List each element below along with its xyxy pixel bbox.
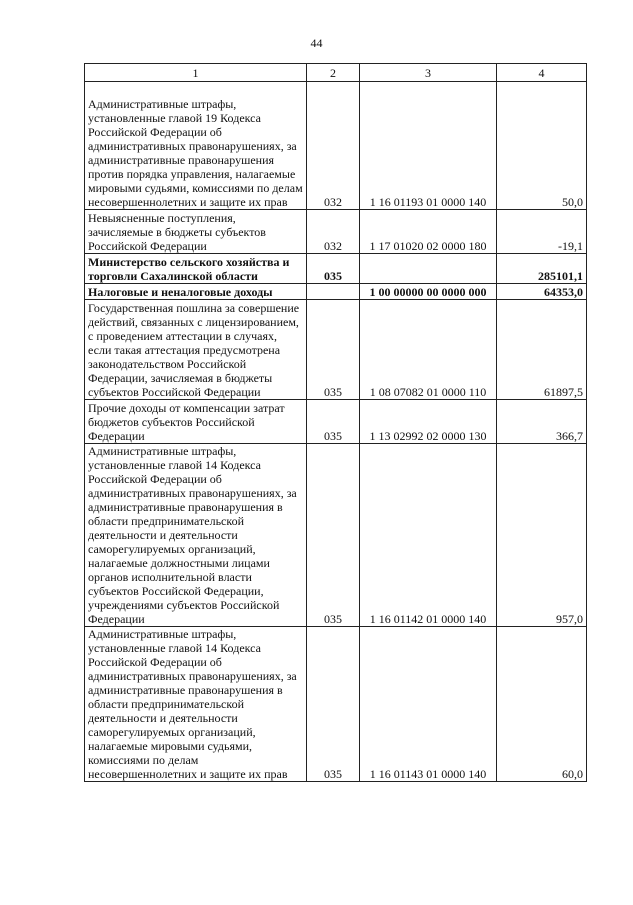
table-row bbox=[85, 300, 587, 400]
row-name-cell: Невыясненные поступления, зачисляемые в бюджеты субъектов Российской Федерации bbox=[85, 210, 307, 254]
row-code-cell: 1 13 02992 02 0000 130 bbox=[360, 400, 497, 444]
row-name-cell: Административные штрафы, установленные главой 14 Кодекса Российской Федерации об административных правонарушениях, за административные правонарушения в области предпринимательской деятельности и деятельности саморегулируемых организаций, налагаемые должностными лицами органов исполнительной власти субъектов Российской Федерации, учреждениями субъектов Российской Федерации bbox=[85, 444, 307, 627]
table-header-row bbox=[85, 64, 587, 82]
row-chapter-cell: 032 bbox=[307, 210, 360, 254]
row-name-cell: Министерство сельского хозяйства и торговли Сахалинской области bbox=[85, 254, 307, 284]
row-amount-cell: 64353,0 bbox=[497, 284, 587, 300]
row-name-cell: Прочие доходы от компенсации затрат бюджетов субъектов Российской Федерации bbox=[85, 400, 307, 444]
row-code-cell bbox=[360, 254, 497, 284]
table-row bbox=[85, 210, 587, 254]
row-chapter-cell: 035 bbox=[307, 254, 360, 284]
row-name-cell: Налоговые и неналоговые доходы bbox=[85, 284, 307, 300]
row-code-cell: 1 08 07082 01 0000 110 bbox=[360, 300, 497, 400]
row-amount-cell: 285101,1 bbox=[497, 254, 587, 284]
table-row bbox=[85, 627, 587, 782]
row-amount-cell: -19,1 bbox=[497, 210, 587, 254]
row-name-cell: Государственная пошлина за совершение действий, связанных с лицензированием, с проведением аттестации в случаях, если такая аттестация предусмотрена законодательством Российской Федерации, зачисляемая в бюджеты субъектов Российской Федерации bbox=[85, 300, 307, 400]
row-code-cell: 1 16 01142 01 0000 140 bbox=[360, 444, 497, 627]
table-body bbox=[85, 82, 587, 782]
column-header-2: 2 bbox=[307, 64, 360, 82]
row-name-cell: Административные штрафы, установленные главой 14 Кодекса Российской Федерации об административных правонарушениях, за административные правонарушения в области предпринимательской деятельности и деятельности саморегулируемых организаций, налагаемые мировыми судьями, комиссиями по делам несовершеннолетних и защите их прав bbox=[85, 627, 307, 782]
page-number: 44 bbox=[310, 36, 323, 50]
row-code-cell: 1 00 00000 00 0000 000 bbox=[360, 284, 497, 300]
table-row bbox=[85, 400, 587, 444]
row-name-cell: Административные штрафы, установленные главой 19 Кодекса Российской Федерации об административных правонарушениях, за административные правонарушения против порядка управления, налагаемые мировыми судьями, комиссиями по делам несовершеннолетних и защите их прав bbox=[85, 82, 307, 210]
row-chapter-cell: 035 bbox=[307, 400, 360, 444]
column-header-3: 3 bbox=[360, 64, 497, 82]
table-row bbox=[85, 82, 587, 210]
row-amount-cell: 50,0 bbox=[497, 82, 587, 210]
row-chapter-cell bbox=[307, 284, 360, 300]
row-amount-cell: 61897,5 bbox=[497, 300, 587, 400]
row-code-cell: 1 16 01193 01 0000 140 bbox=[360, 82, 497, 210]
revenue-table bbox=[84, 63, 587, 782]
row-amount-cell: 60,0 bbox=[497, 627, 587, 782]
row-amount-cell: 957,0 bbox=[497, 444, 587, 627]
table-row bbox=[85, 444, 587, 627]
row-chapter-cell: 035 bbox=[307, 444, 360, 627]
column-header-4: 4 bbox=[497, 64, 587, 82]
table-row bbox=[85, 284, 587, 300]
row-amount-cell: 366,7 bbox=[497, 400, 587, 444]
table-row bbox=[85, 254, 587, 284]
row-code-cell: 1 17 01020 02 0000 180 bbox=[360, 210, 497, 254]
column-header-1: 1 bbox=[85, 64, 307, 82]
row-chapter-cell: 032 bbox=[307, 82, 360, 210]
row-chapter-cell: 035 bbox=[307, 300, 360, 400]
row-chapter-cell: 035 bbox=[307, 627, 360, 782]
row-code-cell: 1 16 01143 01 0000 140 bbox=[360, 627, 497, 782]
